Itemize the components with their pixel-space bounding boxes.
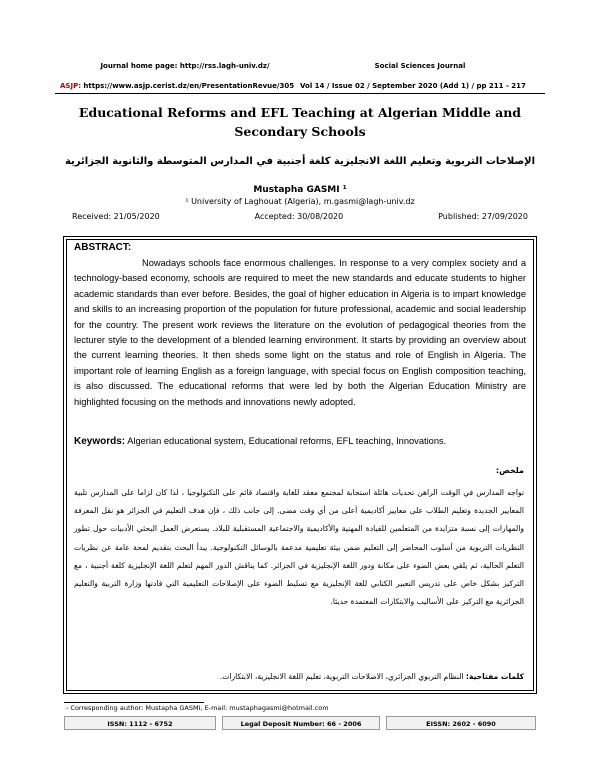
accepted-date: Accepted: 30/08/2020 [254, 212, 344, 221]
header-divider [55, 93, 545, 94]
arabic-title: الإصلاحات التربوية وتعليم اللغة الانجليزية كلغة أجنبية في المدارس المتوسطة والثانوية الجزائرية [64, 156, 536, 167]
eissn-box: EISSN: 2602 - 6090 [386, 716, 536, 730]
legal-deposit-box: Legal Deposit Number: 66 - 2006 [222, 716, 380, 730]
arabic-abstract-heading: ملخص: [495, 466, 524, 475]
arabic-abstract-text: تواجه المدارس في الوقت الراهن تحديات هائلة استجابة لمجتمع معقد للغاية واقتصاد قائم على التكنولوجيا ، لذا كان لزاما على المدارس تلبية المعايير الجديدة وتعليم الطلاب على معايير أكاديمية أعلى من أي وقت مضى. إلى جانب ذلك ، فإن هدف التعليم في الجزائر هو نقل المعرفة والمهارات إلى نسبة متزايدة من المتعلمين للقيادة المهنية والأكاديمية والاجتماعية المستقبلية للبلاد. يستعرض العمل البحثي الأدبيات حول تطور النظريات التربوية من أسلوب المحاضر إلى التعليم ضمن بيئة تعليمية مدعمة بالوسائل التكنولوجية. يبدأ البحث بتقديم لمحة عامة عن نظريات التعلم الحالية، ثم يلقي بعض الضوء على مكانة ودور اللغة الإنجليزية في الجزائر. كما يناقش الدور المهم لتعلم اللغة الإنجليزية كلغة أجنبية ، مع التركيز بشكل خاص على تدريس التعبير الكتابي للغة الإنجليزية مع تسليط الضوء على الإصلاحات التعليمية التي قادتها وزارة التربية والتعليم الجزائرية مع التركيز على الأساليب والابتكارات المعتمدة حديثا. [74, 488, 524, 607]
footnote-divider [64, 702, 204, 703]
received-date: Received: 21/05/2020 [72, 212, 160, 221]
journal-name: Social Sciences Journal [374, 62, 466, 70]
journal-header-left [60, 56, 310, 96]
asjp-label: ASJP: [60, 82, 81, 90]
corresponding-author-note: - Corresponding author: Mustapha GASMI, E-mail: mustaphagasmi@hotmail.com [66, 704, 329, 712]
keywords-list: Algerian educational system, Educational reforms, EFL teaching, Innovations. [125, 436, 447, 446]
article-dates [62, 212, 538, 221]
author-name: Mustapha GASMI ¹ [253, 185, 347, 195]
abstract-text: Nowadays schools face enormous challenges. In response to a very complex society and a technology-based economy, schools are required to meet the new standards and educate students to higher academic standards than ever before. Besides, the goal of higher education in Algeria is to impart knowledge and skills to an increasing proportion of the population for future professional, academic and social leadership for the country. The present work reviews the literature on the evolution of pedagogical theories from the lecturer style to the development of a blended learning environment. It starts by providing an overview about the current learning theories. It then sheds some light on the status and role of English in Algeria. The important role of learning English as a foreign language, with special focus on English composition teaching, is also discussed. The educational reforms that were led by both the Algerian Education Ministry are highlighted focusing on the methods and innovations newly adopted. [74, 258, 526, 407]
keywords [74, 436, 526, 447]
arabic-keywords [74, 672, 524, 681]
abstract-heading: ABSTRACT: [74, 242, 132, 253]
asjp-url: https://www.asjp.cerist.dz/en/PresentationRevue/305 [81, 82, 295, 90]
issn-box: ISSN: 1112 - 6752 [64, 716, 216, 730]
article-title: Educational Reforms and EFL Teaching at Algerian Middle and Secondary Schools [78, 105, 522, 139]
journal-header-right [300, 56, 540, 96]
published-date: Published: 27/09/2020 [438, 212, 528, 221]
journal-home-link[interactable]: Journal home page: http://rss.lagh-univ.dz/ [100, 62, 270, 70]
author-affiliation: ¹ University of Laghouat (Algeria), m.gasmi@lagh-univ.dz [185, 197, 415, 206]
arabic-keywords-list: النظام التربوي الجزائري، الاصلاحات التربوية، تعليم اللغة الانجليزية، الابتكارات. [219, 672, 466, 681]
arabic-keywords-label: كلمات مفتاحية: [465, 672, 524, 681]
keywords-label: Keywords: [74, 436, 126, 447]
issue-info: Vol 14 / Issue 02 / September 2020 (Add 1) / pp 211 - 217 [300, 82, 526, 90]
